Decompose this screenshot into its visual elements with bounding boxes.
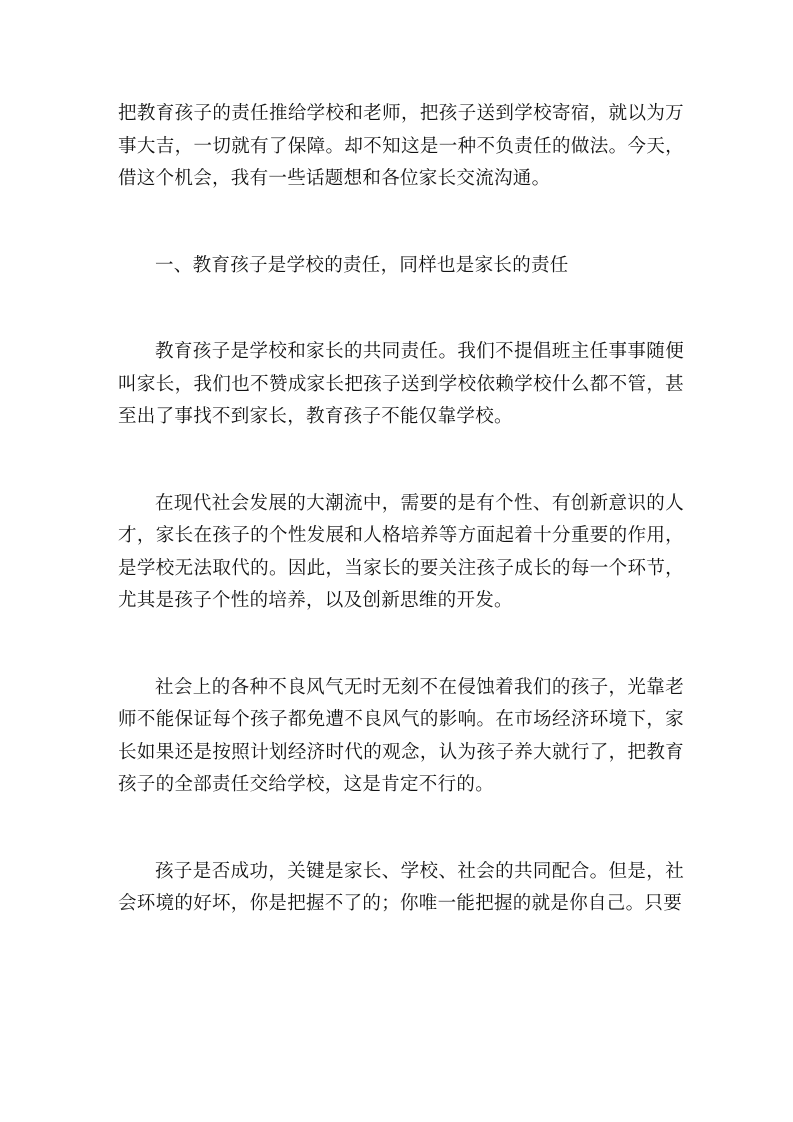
- paragraph-4: 社会上的各种不良风气无时无刻不在侵蚀着我们的孩子，光靠老师不能保证每个孩子都免遭不良风气的影响。在市场经济环境下，家长如果还是按照计划经济时代的观念，认为孩子养大就行了，把教育孩子的全部责任交给学校，这是肯定不行的。: [118, 676, 684, 795]
- paragraph-3: 在现代社会发展的大潮流中，需要的是有个性、有创新意识的人才，家长在孩子的个性发展和人格培养等方面起着十分重要的作用，是学校无法取代的。因此，当家长的要关注孩子成长的每一个环节，尤其是孩子个性的培养，以及创新思维的开发。: [118, 492, 684, 611]
- paragraph-spacer: [118, 282, 684, 336]
- paragraph-spacer: [118, 196, 684, 250]
- document-body: [118, 98, 684, 921]
- paragraph-spacer: [118, 618, 684, 672]
- paragraph-spacer: [118, 802, 684, 856]
- paragraph-1: 把教育孩子的责任推给学校和老师，把孩子送到学校寄宿，就以为万事大吉，一切就有了保障。却不知这是一种不负责任的做法。今天，借这个机会，我有一些话题想和各位家长交流沟通。: [118, 103, 684, 189]
- section-heading-1: 一、教育孩子是学校的责任，同样也是家长的责任: [155, 254, 569, 276]
- paragraph-spacer: [118, 434, 684, 488]
- paragraph-2: 教育孩子是学校和家长的共同责任。我们不提倡班主任事事随便叫家长，我们也不赞成家长把孩子送到学校依赖学校什么都不管，甚至出了事找不到家长，教育孩子不能仅靠学校。: [118, 341, 684, 427]
- paragraph-5: 孩子是否成功，关键是家长、学校、社会的共同配合。但是，社会环境的好坏，你是把握不了的；你唯一能把握的就是你自己。只要: [118, 860, 684, 914]
